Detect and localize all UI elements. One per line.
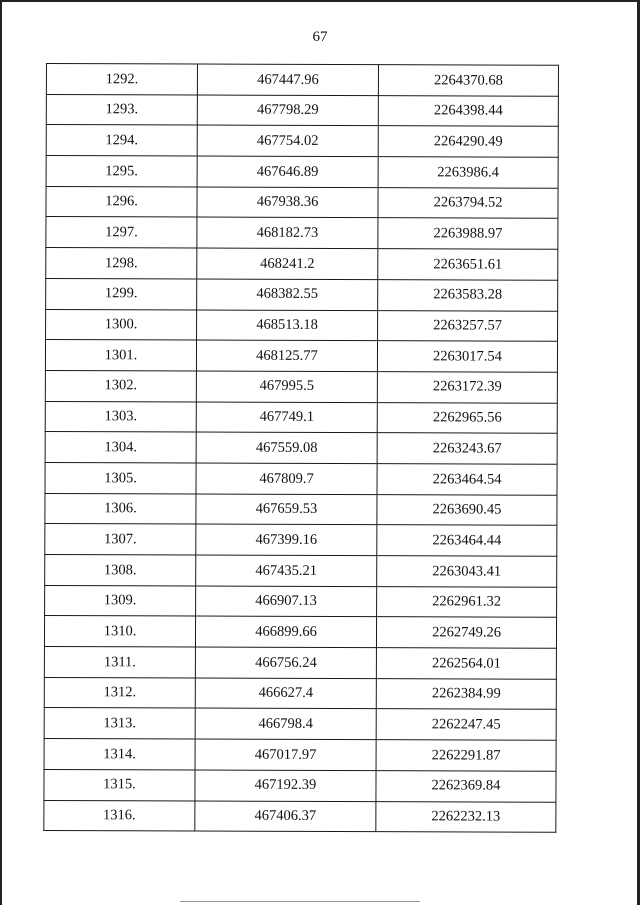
- x-coordinate-cell: 467406.37: [195, 801, 376, 832]
- y-coordinate-cell: 2263794.52: [378, 187, 558, 218]
- x-coordinate-cell: 467192.39: [195, 770, 376, 801]
- y-coordinate-cell: 2264370.68: [378, 65, 558, 96]
- y-coordinate-cell: 2262961.32: [377, 586, 557, 617]
- y-coordinate-cell: 2262232.13: [376, 801, 556, 832]
- table-row: [45, 370, 557, 402]
- table-row: [44, 739, 556, 771]
- x-coordinate-cell: 466907.13: [196, 586, 377, 617]
- point-number-cell: 1314.: [44, 739, 195, 770]
- table-row: [44, 677, 556, 709]
- point-number-cell: 1295.: [46, 156, 197, 187]
- point-number-cell: 1306.: [45, 493, 196, 524]
- point-number-cell: 1312.: [44, 677, 195, 708]
- x-coordinate-cell: 468382.55: [197, 279, 378, 310]
- coordinates-table: [43, 63, 559, 833]
- table-row: [45, 554, 557, 586]
- y-coordinate-cell: 2263043.41: [377, 556, 557, 587]
- y-coordinate-cell: 2263464.54: [377, 464, 557, 495]
- y-coordinate-cell: 2262384.99: [376, 678, 556, 709]
- x-coordinate-cell: 468182.73: [197, 217, 378, 248]
- y-coordinate-cell: 2263583.28: [378, 279, 558, 310]
- y-coordinate-cell: 2264290.49: [378, 126, 558, 157]
- table-row: [45, 493, 557, 525]
- x-coordinate-cell: 467754.02: [197, 125, 378, 156]
- table-row: [45, 432, 557, 464]
- point-number-cell: 1305.: [45, 462, 196, 493]
- y-coordinate-cell: 2263986.4: [378, 157, 558, 188]
- y-coordinate-cell: 2263017.54: [377, 341, 557, 372]
- x-coordinate-cell: 467938.36: [197, 187, 378, 218]
- point-number-cell: 1313.: [44, 708, 195, 739]
- y-coordinate-cell: 2263690.45: [377, 494, 557, 525]
- table-row: [44, 616, 556, 648]
- table-row: [44, 800, 556, 832]
- table-row: [46, 64, 558, 96]
- point-number-cell: 1296.: [46, 186, 197, 217]
- y-coordinate-cell: 2263257.57: [378, 310, 558, 341]
- point-number-cell: 1315.: [44, 769, 195, 800]
- table-row: [45, 524, 557, 556]
- scan-edge-line: [180, 901, 420, 902]
- point-number-cell: 1294.: [46, 125, 197, 156]
- x-coordinate-cell: 467559.08: [196, 432, 377, 463]
- table-row: [46, 278, 558, 310]
- y-coordinate-cell: 2262247.45: [376, 709, 556, 740]
- table-row: [44, 769, 556, 801]
- table-row: [46, 125, 558, 157]
- x-coordinate-cell: 466756.24: [195, 647, 376, 678]
- x-coordinate-cell: 467749.1: [196, 402, 377, 433]
- x-coordinate-cell: 467809.7: [196, 463, 377, 494]
- table-row: [44, 647, 556, 679]
- point-number-cell: 1309.: [45, 585, 196, 616]
- y-coordinate-cell: 2263988.97: [378, 218, 558, 249]
- x-coordinate-cell: 466899.66: [195, 616, 376, 647]
- y-coordinate-cell: 2263172.39: [377, 372, 557, 403]
- x-coordinate-cell: 467659.53: [196, 494, 377, 525]
- point-number-cell: 1316.: [44, 800, 195, 831]
- x-coordinate-cell: 467399.16: [196, 524, 377, 555]
- point-number-cell: 1299.: [46, 278, 197, 309]
- x-coordinate-cell: 466798.4: [195, 708, 376, 739]
- y-coordinate-cell: 2262965.56: [377, 402, 557, 433]
- table-row: [46, 186, 558, 218]
- x-coordinate-cell: 467017.97: [195, 739, 376, 770]
- point-number-cell: 1304.: [45, 432, 196, 463]
- point-number-cell: 1300.: [46, 309, 197, 340]
- table-row: [46, 248, 558, 280]
- point-number-cell: 1292.: [46, 64, 197, 95]
- table-row: [45, 340, 557, 372]
- table-row: [46, 217, 558, 249]
- x-coordinate-cell: 466627.4: [195, 678, 376, 709]
- table-row: [44, 708, 556, 740]
- point-number-cell: 1303.: [45, 401, 196, 432]
- point-number-cell: 1310.: [44, 616, 195, 647]
- point-number-cell: 1297.: [46, 217, 197, 248]
- table-row: [45, 585, 557, 617]
- x-coordinate-cell: 467447.96: [197, 64, 378, 95]
- table-row: [46, 94, 558, 126]
- y-coordinate-cell: 2263464.44: [377, 525, 557, 556]
- x-coordinate-cell: 467646.89: [197, 156, 378, 187]
- y-coordinate-cell: 2262291.87: [376, 740, 556, 771]
- table-row: [46, 309, 558, 341]
- x-coordinate-cell: 467995.5: [196, 371, 377, 402]
- table-row: [45, 462, 557, 494]
- point-number-cell: 1301.: [45, 340, 196, 371]
- y-coordinate-cell: 2263651.61: [378, 249, 558, 280]
- x-coordinate-cell: 468241.2: [197, 248, 378, 279]
- x-coordinate-cell: 468513.18: [197, 310, 378, 341]
- y-coordinate-cell: 2262369.84: [376, 770, 556, 801]
- y-coordinate-cell: 2262564.01: [376, 648, 556, 679]
- point-number-cell: 1298.: [46, 248, 197, 279]
- x-coordinate-cell: 468125.77: [196, 340, 377, 371]
- point-number-cell: 1307.: [45, 524, 196, 555]
- table-row: [45, 401, 557, 433]
- y-coordinate-cell: 2263243.67: [377, 433, 557, 464]
- x-coordinate-cell: 467798.29: [197, 95, 378, 126]
- point-number-cell: 1311.: [44, 647, 195, 678]
- y-coordinate-cell: 2264398.44: [378, 95, 558, 126]
- point-number-cell: 1293.: [46, 94, 197, 125]
- table-body: [44, 64, 559, 833]
- table-row: [46, 156, 558, 188]
- x-coordinate-cell: 467435.21: [196, 555, 377, 586]
- point-number-cell: 1308.: [45, 554, 196, 585]
- page-number: 67: [312, 29, 328, 45]
- point-number-cell: 1302.: [45, 370, 196, 401]
- y-coordinate-cell: 2262749.26: [376, 617, 556, 648]
